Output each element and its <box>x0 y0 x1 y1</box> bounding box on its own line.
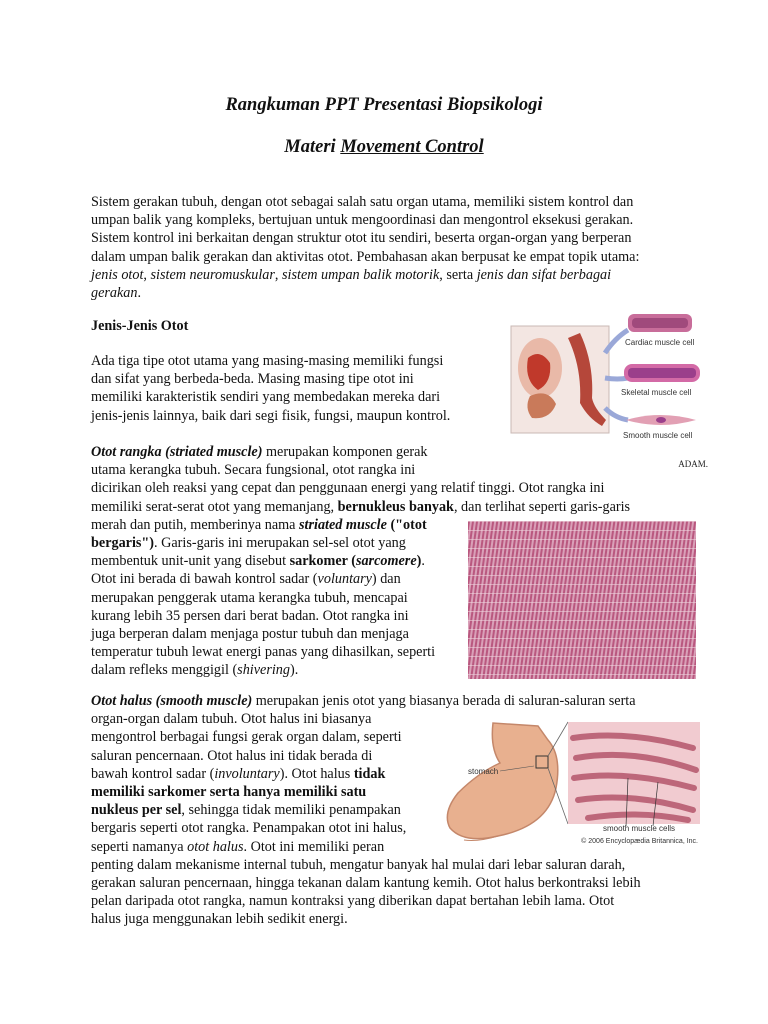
striated-paragraph: Otot rangka (striated muscle) merupakan komponen gerak utama kerangka tubuh. Secara fungsional, otot rangka ini dicirikan oleh reaksi yang cepat dan penggunaan energi yang relatif tinggi. Otot rangka ini memiliki serat-serat otot yang memanjang, bernukleus banyak, dan terlihat seperti garis-garis merah dan putih, memberinya nama striated muscle ("otot bergaris"). Garis-garis ini merupakan sel-sel otot yang membentuk unit-unit yang disebut sarkomer (sarcomere). Otot ini berada di bawah kontrol sadar (voluntary) dan merupakan penggerak utama kerangka tubuh, mencapai kurang lebih 35 persen dari berat badan. Otot rangka ini juga berperan dalam menjaga postur tubuh dan menjaga temperatur tubuh lewat energi panas yang dihasilkan, seperti dalam refleks menggigil (shivering). <box>91 444 631 679</box>
smooth-label: Smooth muscle cell <box>623 431 693 440</box>
smooth-cell-icon <box>626 415 696 425</box>
stomach-label: stomach <box>468 767 499 776</box>
smooth-term: Otot halus (smooth muscle) <box>91 693 253 709</box>
skeletal-label: Skeletal muscle cell <box>621 388 692 397</box>
skeletal-cell-icon <box>624 364 700 382</box>
document-subtitle: Materi Movement Control <box>284 137 484 157</box>
subtitle-underlined: Movement Control <box>340 137 484 157</box>
britannica-credit: © 2006 Encyclopædia Britannica, Inc. <box>581 838 698 845</box>
arrow-to-skeletal <box>605 378 628 379</box>
muscle-types-figure <box>510 308 710 473</box>
cardiac-cell-icon <box>628 314 692 332</box>
intro-paragraph: Sistem gerakan tubuh, dengan otot sebagai salah satu organ utama, memiliki sistem kontrol dan umpan balik yang kompleks, bertujuan untuk mengoordinasi dan mengontrol eksekusi gerakan. Sistem kontrol ini berkaitan dengan struktur otot itu sendiri, beserta organ-organ yang berperan dalam umpan balik gerakan dan aktivitas otot. Pembahasan akan berpusat ke empat topik utama: jenis otot, sistem neuromuskular, sistem umpan balik motorik, serta jenis dan sifat berbagai gerakan. <box>91 194 640 302</box>
smooth-paragraph: Otot halus (smooth muscle) merupakan jenis otot yang biasanya berada di saluran-saluran serta organ-organ dalam tubuh. Otot halus ini biasanya mengontrol berbagai fungsi gerak organ dalam, seperti saluran pencernaan. Otot halus ini tidak berada di bawah kontrol sadar (involuntary). Otot halus tidak memiliki sarkomer serta hanya memiliki satu nukleus per sel, sehingga tidak memiliki penampakan bergaris seperti otot rangka. Penampakan otot ini halus, seperti namanya otot halus. Otot ini memiliki peran penting dalam mekanisme internal tubuh, mengatur banyak hal mulai dari lebar saluran darah, gerakan saluran pencernaan, hingga tekanan dalam kantung kemih. Otot halus berkontraksi lebih pelan daripada otot rangka, namun kontraksi yang diberikan dapat bertahan lebih lama. Otot halus juga menggunakan lebih sedikit energi. <box>91 693 641 928</box>
striated-muscle-micrograph <box>468 521 696 679</box>
stomach-icon <box>447 723 557 839</box>
document-title: Rangkuman PPT Presentasi Biopsikologi <box>225 95 543 115</box>
smooth-cells-label: smooth muscle cells <box>603 824 676 833</box>
adam-credit: ADAM. <box>678 459 708 469</box>
types-paragraph: Ada tiga tipe otot utama yang masing-masing memiliki fungsi dan sifat yang berbeda-beda. Masing masing tipe otot ini memiliki karakteristik sendiri yang membedakan mereka dari jenis-jenis lainnya, baik dari segi fisik, fungsi, maupun kontrol. <box>91 353 451 424</box>
stomach-figure <box>438 718 702 848</box>
section-heading: Jenis-Jenis Otot <box>91 318 189 334</box>
cardiac-label: Cardiac muscle cell <box>625 338 695 347</box>
striated-term: Otot rangka (striated muscle) <box>91 444 263 460</box>
